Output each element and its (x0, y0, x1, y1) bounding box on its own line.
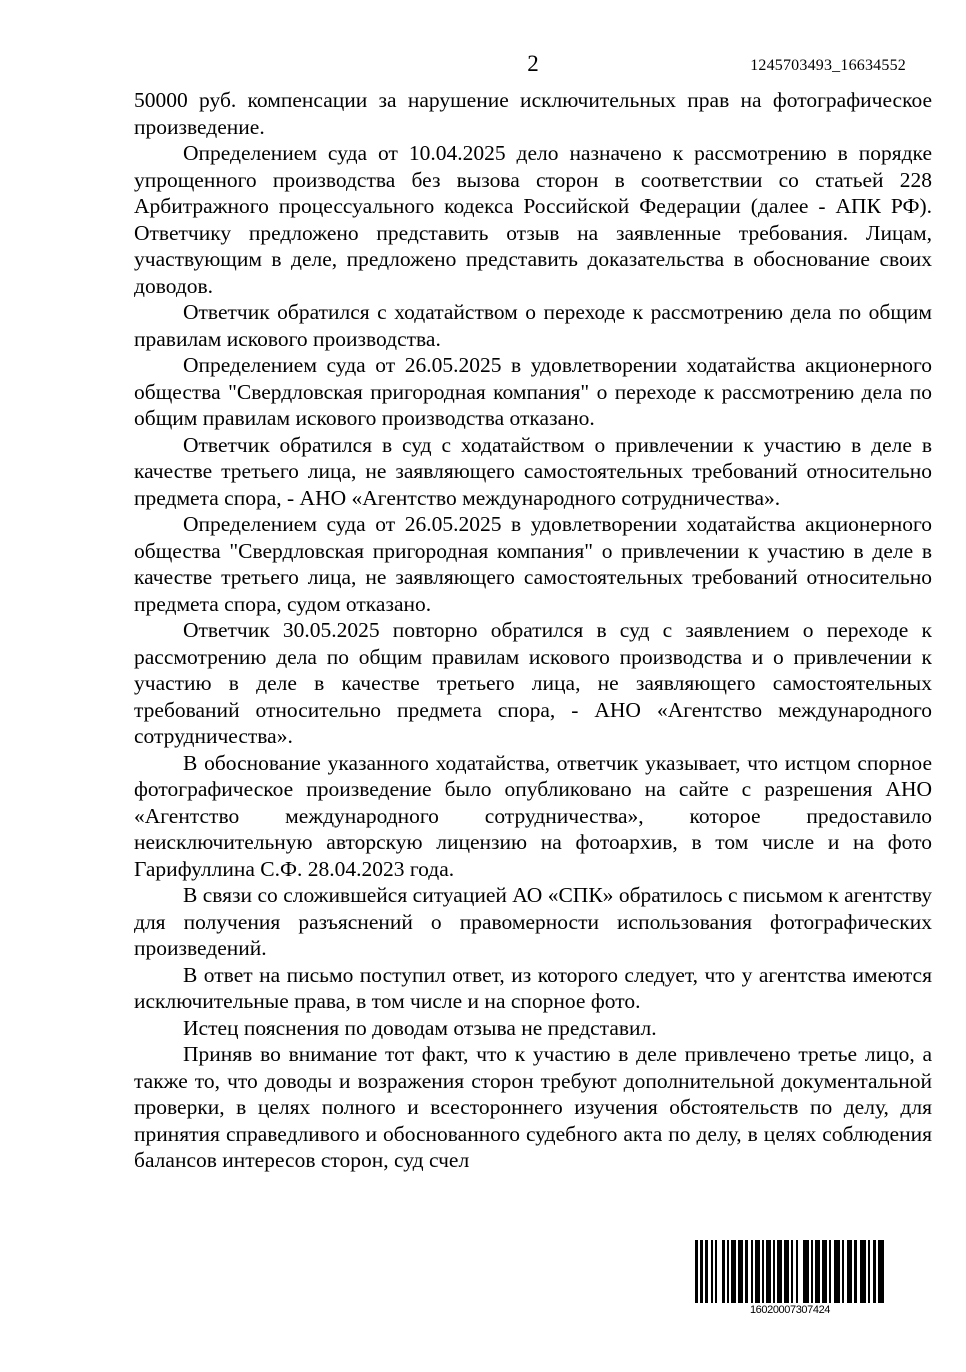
paragraph: Определением суда от 26.05.2025 в удовлетворении ходатайства акционерного общества "Свердловская пригородная компания" о переходе к рассмотрению дела по общим правилам искового производства отказано. (134, 353, 932, 430)
paragraph: Ответчик обратился с ходатайством о переходе к рассмотрению дела по общим правилам искового производства. (134, 300, 932, 351)
paragraph: В связи со сложившейся ситуацией АО «СПК» обратилось с письмом к агентству для получения разъяснений о правомерности использования фотографических произведений. (134, 883, 932, 960)
barcode (695, 1240, 885, 1317)
document-body (134, 87, 932, 1174)
document-id: 1245703493_16634552 (750, 57, 906, 74)
barcode-number: 16020007307424 (749, 1304, 831, 1316)
paragraph: Ответчик обратился в суд с ходатайством о привлечении к участию в деле в качестве третьего лица, не заявляющего самостоятельных требований относительно предмета спора, - АНО «Агентство международного сотрудничества». (134, 432, 932, 510)
paragraph: Приняв во внимание тот факт, что к участию в деле привлечено третье лицо, а также то, что доводы и возражения сторон требуют дополнительной документальной проверки, в целях полного и всестороннего изучения обстоятельств по делу, для принятия справедливого и обоснованного судебного акта по делу, в целях соблюдения балансов интересов сторон, суд счел (134, 1042, 932, 1172)
paragraph: В обоснование указанного ходатайства, ответчик указывает, что истцом спорное фотографическое произведение было опубликовано на сайте с разрешения АНО «Агентство международного сотрудничества», которое предоставило неисключительную авторскую лицензию на фотоархив, в том числе и на фото Гарифуллина С.Ф. 28.04.2023 года. (134, 750, 932, 881)
page-number: 2 (527, 51, 539, 76)
paragraph: 50000 руб. компенсации за нарушение исключительных прав на фотографическое произведение. (134, 88, 932, 139)
page-header (134, 52, 932, 80)
paragraph: Истец пояснения по доводам отзыва не представил. (183, 1015, 657, 1040)
paragraph: Ответчик 30.05.2025 повторно обратился в суд с заявлением о переходе к рассмотрению дела по общим правилам искового производства и о привлечении к участию в деле в качестве третьего лица, не заявляющего самостоятельных требований относительно предмета спора, - АНО «Агентство международного сотрудничества». (134, 618, 932, 748)
barcode-bars (695, 1240, 885, 1303)
paragraph: В ответ на письмо поступил ответ, из которого следует, что у агентства имеются исключительные права, в том числе и на спорное фото. (134, 962, 932, 1013)
paragraph: Определением суда от 26.05.2025 в удовлетворении ходатайства акционерного общества "Свердловская пригородная компания" о привлечении к участию в деле в качестве третьего лица, не заявляющего самостоятельных требований относительно предмета спора, судом отказано. (134, 512, 932, 616)
paragraph: Определением суда от 10.04.2025 дело назначено к рассмотрению в порядке упрощенного производства без вызова сторон в соответствии со статьей 228 Арбитражного процессуального кодекса Российской Федерации (далее - АПК РФ). Ответчику предложено представить отзыв на заявленные требования. Лицам, участвующим в деле, предложено представить доказательства в обоснование своих доводов. (134, 141, 932, 298)
